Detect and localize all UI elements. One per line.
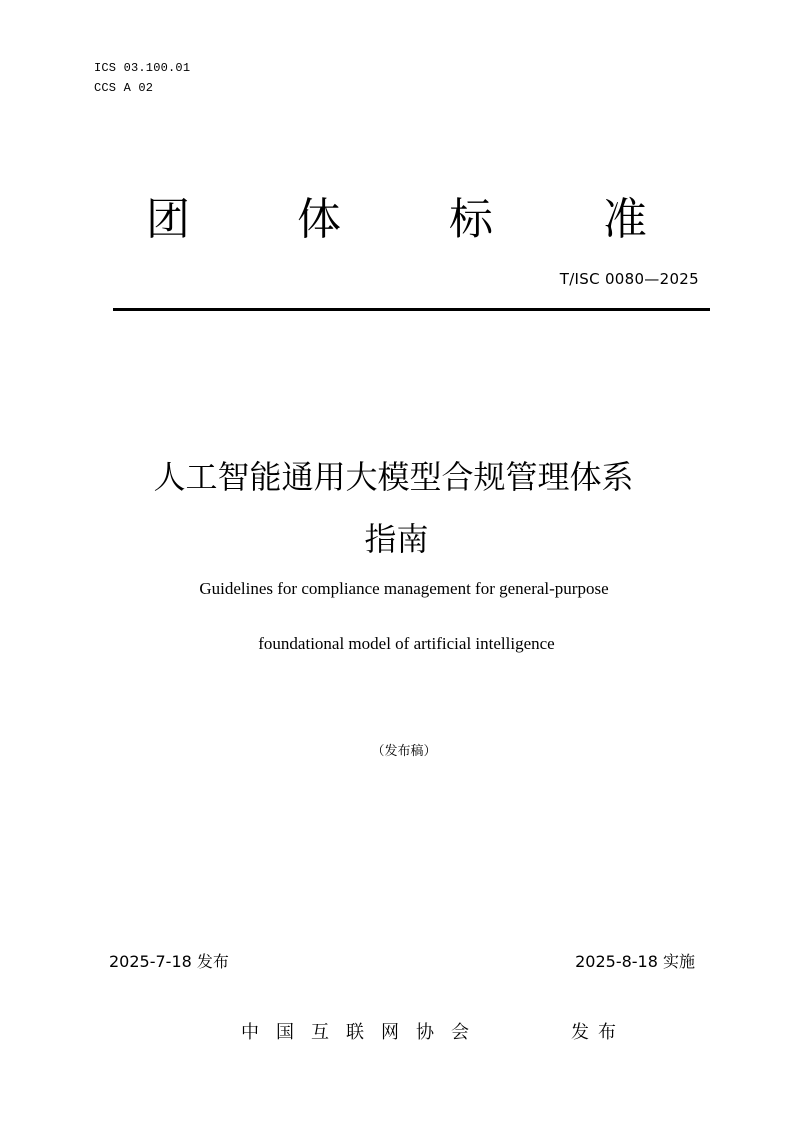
issue-date: 2025-7-18 发布 <box>109 952 229 971</box>
title-chinese-line2: 指南 <box>364 520 429 558</box>
title-english-line1: Guidelines for compliance management for general-purpose <box>199 579 609 598</box>
standard-type-char: 团 <box>146 194 190 245</box>
title-chinese-line1-text: 人工智能通用大模型合规管理体系 <box>153 458 634 496</box>
title-chinese-line1 <box>0 456 793 498</box>
standard-type-char: 准 <box>603 194 647 245</box>
ccs-code: CCS A 02 <box>94 81 154 95</box>
ics-code: ICS 03.100.01 <box>94 61 191 75</box>
publish-label: 发布 <box>571 1022 625 1043</box>
title-english-line2: foundational model of artificial intelligence <box>258 634 555 653</box>
header-divider <box>113 308 710 311</box>
standard-number: T/ISC 0080—2025 <box>559 270 699 288</box>
standard-type-char: 标 <box>449 194 493 245</box>
publisher-name: 中国互联网协会 <box>241 1022 486 1043</box>
implementation-date: 2025-8-18 实施 <box>575 952 695 971</box>
draft-status: （发布稿） <box>371 743 437 758</box>
standard-type-char: 体 <box>297 194 341 245</box>
